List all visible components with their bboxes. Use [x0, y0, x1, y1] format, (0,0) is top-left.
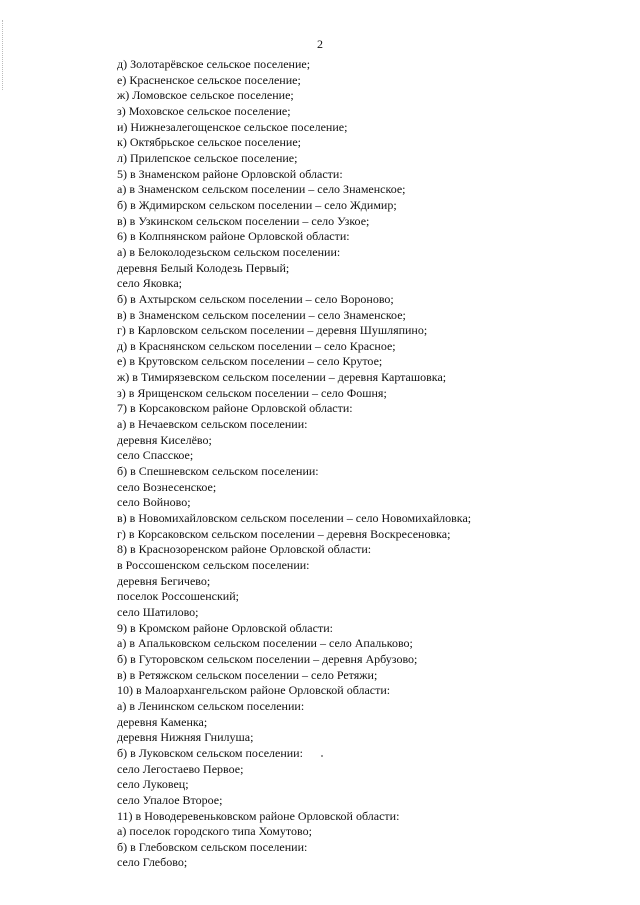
- text-line: в Россошенском сельском поселении:: [117, 558, 310, 572]
- text-line: 6) в Колпнянском районе Орловской области:: [117, 229, 350, 244]
- text-line: б) в Ждимирском сельском поселении – село Ждимир;: [117, 197, 397, 212]
- text-line: поселок Россошенский;: [117, 589, 239, 604]
- text-line: деревня Киселёво;: [117, 432, 212, 447]
- text-line: село Шатилово;: [117, 604, 199, 619]
- text-line: а) в Белоколодезьском сельском поселении:: [117, 244, 341, 259]
- text-line: деревня Белый Колодезь Первый;: [117, 260, 290, 275]
- text-line: село Упалое Второе;: [117, 792, 223, 807]
- text-line: а) в Апальковском сельском поселении – село Апальково;: [117, 636, 413, 651]
- text-line: село Глебово;: [117, 855, 188, 870]
- text-line: в) в Узкинском сельском поселении – село Узкое;: [117, 213, 370, 228]
- text-line: б) в Глебовском сельском поселении:: [117, 839, 308, 854]
- text-line: 8) в Краснозоренском районе Орловской области:: [117, 542, 372, 557]
- page-number: 2: [317, 37, 323, 51]
- text-line: в) в Ретяжском сельском поселении – село Ретяжи;: [117, 667, 378, 682]
- text-line: село Луковец;: [117, 777, 189, 792]
- text-line: ж) Ломовское сельское поселение;: [117, 88, 294, 103]
- text-line: 7) в Корсаковском районе Орловской области:: [117, 401, 353, 416]
- text-line: село Войново;: [117, 495, 191, 510]
- text-line: е) в Крутовском сельском поселении – село Крутое;: [117, 354, 383, 369]
- text-line: г) в Корсаковском сельском поселении – деревня Воскресеновка;: [117, 526, 451, 541]
- text-line: деревня Каменка;: [117, 714, 208, 729]
- text-line: б) в Гуторовском сельском поселении – деревня Арбузово;: [117, 651, 418, 666]
- text-line: 9) в Кромском районе Орловской области:: [117, 620, 333, 635]
- text-line: д) Золотарёвское сельское поселение;: [117, 57, 311, 71]
- margin-scan-marks: [2, 20, 5, 90]
- text-line: б) в Луковском сельском поселении:: [117, 745, 303, 760]
- text-line: в) в Знаменском сельском поселении – село Знаменское;: [117, 307, 406, 322]
- text-line: а) в Ленинском сельском поселении:: [117, 698, 305, 713]
- text-line: в) в Новомихайловском сельском поселении – село Новомихайловка;: [117, 511, 472, 526]
- text-line: б) в Ахтырском сельском поселении – село Вороново;: [117, 291, 394, 306]
- text-line: а) в Нечаевском сельском поселении:: [117, 417, 308, 432]
- text-line: 5) в Знаменском районе Орловской области:: [117, 166, 343, 181]
- text-line: село Вознесенское;: [117, 479, 217, 494]
- text-line: д) в Краснянском сельском поселении – село Красное;: [117, 338, 396, 353]
- text-line: и) Нижнезалегощенское сельское поселение;: [117, 119, 348, 134]
- text-line: е) Красненское сельское поселение;: [117, 72, 301, 87]
- text-line: деревня Бегичево;: [117, 573, 211, 588]
- text-line: г) в Карловском сельском поселении – деревня Шушляпино;: [117, 323, 428, 338]
- text-line: 10) в Малоархангельском районе Орловской области:: [117, 683, 391, 698]
- text-line: к) Октябрьское сельское поселение;: [117, 135, 301, 150]
- text-line: село Легостаево Первое;: [117, 761, 244, 776]
- text-line: село Спасское;: [117, 448, 194, 463]
- text-line: з) в Ярищенском сельском поселении – село Фошня;: [117, 385, 387, 400]
- text-line: з) Моховское сельское поселение;: [117, 103, 291, 118]
- scan-speck: [321, 755, 323, 757]
- document-body: [117, 57, 471, 871]
- text-line: село Яковка;: [117, 276, 182, 291]
- text-line: 11) в Новодеревеньковском районе Орловской области:: [117, 808, 400, 823]
- text-line: б) в Спешневском сельском поселении:: [117, 464, 319, 479]
- text-line: а) поселок городского типа Хомутово;: [117, 824, 312, 839]
- text-line: а) в Знаменском сельском поселении – село Знаменское;: [117, 182, 406, 197]
- text-line: ж) в Тимирязевском сельском поселении – деревня Карташовка;: [117, 370, 447, 385]
- text-line: деревня Нижняя Гнилуша;: [117, 730, 254, 745]
- text-line: л) Прилепское сельское поселение;: [117, 150, 298, 165]
